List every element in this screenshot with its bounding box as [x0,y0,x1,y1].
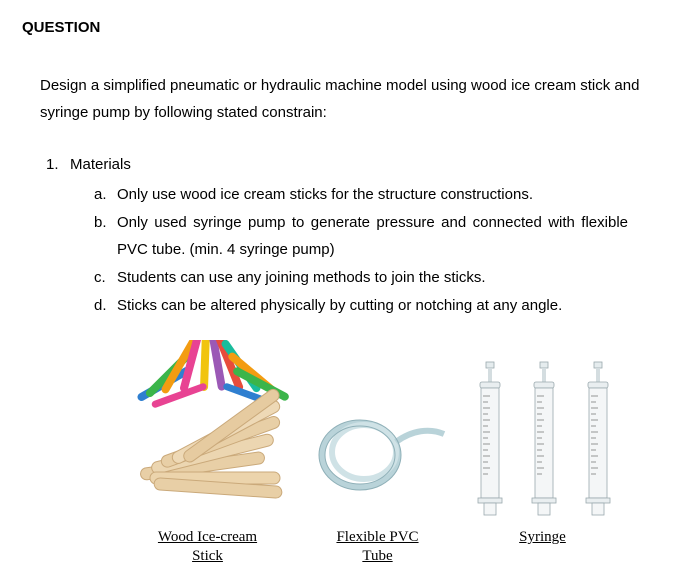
sticks-caption: Wood Ice-cream Stick [157,529,258,564]
syringe-3 [586,362,610,515]
intro-paragraph: Design a simplified pneumatic or hydraulic machine model using wood ice cream stick and syringe pump by following stated constrain: [40,77,640,121]
tube-caption: Flexible PVC Tube [336,529,419,564]
syringe-2 [532,362,556,515]
item-text: Sticks can be altered physically by cutting or notching at any angle. [117,297,563,314]
syringe-1 [478,362,502,515]
materials-title: Materials [70,156,131,173]
syringe-caption: Syringe [519,529,566,545]
ice-cream-sticks-image [130,340,300,500]
item-text: Students can use any joining methods to join the sticks. [117,269,486,286]
materials-item-a [94,181,628,208]
question-heading: QUESTION [22,19,101,36]
item-letter: d. [94,297,107,314]
syringes-image [470,360,630,520]
item-letter: a. [94,186,107,203]
pvc-tube-image [312,400,452,500]
materials-item-c [94,264,628,291]
item-text: Only used syringe pump to generate pressure and connected with flexible PVC tube. (min. 4 syringe pump) [117,214,628,258]
item-letter: b. [94,214,107,231]
item-text: Only use wood ice cream sticks for the structure constructions. [117,186,533,203]
materials-item-d [94,292,628,319]
materials-heading [46,156,131,173]
materials-number: 1. [46,156,59,173]
materials-item-b [94,209,628,263]
item-letter: c. [94,269,106,286]
